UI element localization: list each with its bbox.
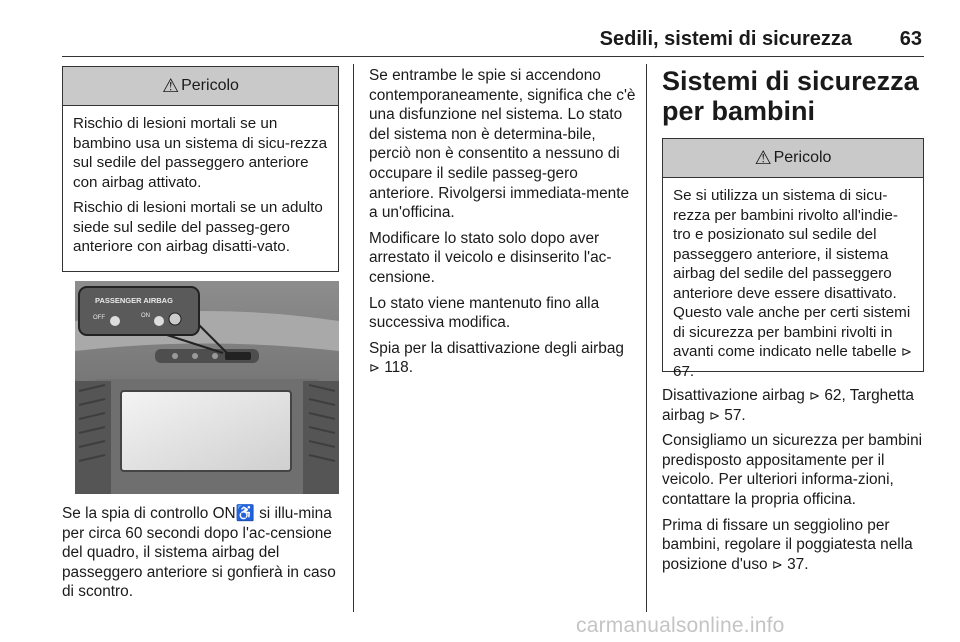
section-heading: Sistemi di sicurezza per bambini: [662, 66, 919, 126]
airbag-off-label: OFF: [93, 315, 105, 321]
section-title: Sedili, sistemi di sicurezza: [599, 28, 852, 50]
page-reference-icon: ⊳: [900, 344, 912, 359]
paragraph: Lo stato viene mantenuto fino alla successiva modifica.: [369, 294, 600, 332]
page-reference-icon: ⊳: [771, 556, 783, 572]
warning-triangle-icon: ⚠: [162, 75, 180, 97]
page-header: [62, 26, 924, 56]
paragraph: Prima di fissare un seggiolino per bambini, regolare il poggiatesta nella posizione d'uso ⊳ 37.: [662, 516, 913, 573]
page-reference-link[interactable]: 62, Targhetta airbag: [662, 387, 914, 424]
paragraph: Consigliamo un sicurezza per bambini predisposto appositamente per il veicolo. Per ulteriori informa-zioni, contattare la propria officina.: [662, 432, 923, 508]
page-reference-link[interactable]: 57.: [724, 406, 746, 424]
danger-paragraph: Rischio di lesioni mortali se un bambino usa un sistema di sicu-rezza sul sedile del passeggero anteriore con airbag attivato.: [73, 115, 328, 191]
watermark: carmanualsonline.info: [576, 614, 785, 637]
paragraph: Spia per la disattivazione degli airbag ⊳ 118.: [369, 339, 624, 377]
danger-box-header: [63, 67, 338, 106]
paragraph: Modificare lo stato solo dopo aver arrestato il veicolo e disinserito l'ac-censione.: [369, 229, 612, 286]
airbag-on-paragraph: Se la spia di controllo ON♿ si illu-mina per circa 60 secondi dopo l'ac-censione del quadro, il sistema airbag del passeggero anteriore si gonfierà in caso di scontro.: [62, 505, 336, 601]
danger-box-header: [663, 139, 923, 178]
page-reference-link[interactable]: 118.: [384, 359, 413, 377]
middle-column-text: [369, 66, 637, 384]
page-reference-icon: ⊳: [369, 360, 380, 376]
right-column-text: [662, 386, 940, 580]
danger-paragraph: Rischio di lesioni mortali se un adulto siede sul sedile del passeg-gero anteriore con airbag disatti-vato.: [73, 199, 323, 255]
danger-box-body: [63, 106, 338, 257]
dashboard-photo: [75, 281, 339, 494]
warning-triangle-icon: ⚠: [754, 147, 772, 169]
column-divider: [646, 64, 647, 612]
page-reference-icon: ⊳: [809, 388, 821, 403]
danger-box-body: [663, 178, 923, 381]
paragraph: Se entrambe le spie si accendono contemporaneamente, significa che c'è una disfunzione nel sistema. Lo stato del sistema non è determina-bile, perciò non è consentito a nessuno di occupare il sedile passeg-gero anteriore. Rivolgersi immediata-mente a un'officina.: [369, 67, 636, 222]
page-reference-icon: ⊳: [709, 407, 720, 423]
page-reference-link[interactable]: 67.: [673, 362, 695, 380]
dashboard-photo-image: [75, 281, 339, 494]
seat-airbag-icon: ♿: [235, 505, 255, 522]
page-reference-link[interactable]: 37.: [787, 555, 809, 573]
danger-paragraph: Se si utilizza un sistema di sicu-rezza per bambini rivolto all'indie-tro e posizionato sul sedile del passeggero anteriore, il sistema airbag del sedile del passeggero anteriore deve essere disattivato. Questo vale anche per certi sistemi di sicurezza per bambini rivolti in avanti come indicato nelle tabelle ⊳ 67.: [673, 187, 912, 380]
paragraph: Disattivazione airbag ⊳ 62, Targhetta airbag ⊳ 57.: [662, 387, 914, 424]
column-divider: [353, 64, 354, 612]
airbag-on-label: ON: [141, 313, 150, 319]
header-rule: [62, 56, 924, 57]
danger-label: Pericolo: [181, 77, 239, 94]
airbag-panel-title: PASSENGER AIRBAG: [95, 296, 173, 305]
danger-box: [62, 66, 339, 272]
page-number: 63: [899, 28, 922, 50]
danger-box: [662, 138, 924, 380]
danger-label: Pericolo: [773, 149, 832, 166]
